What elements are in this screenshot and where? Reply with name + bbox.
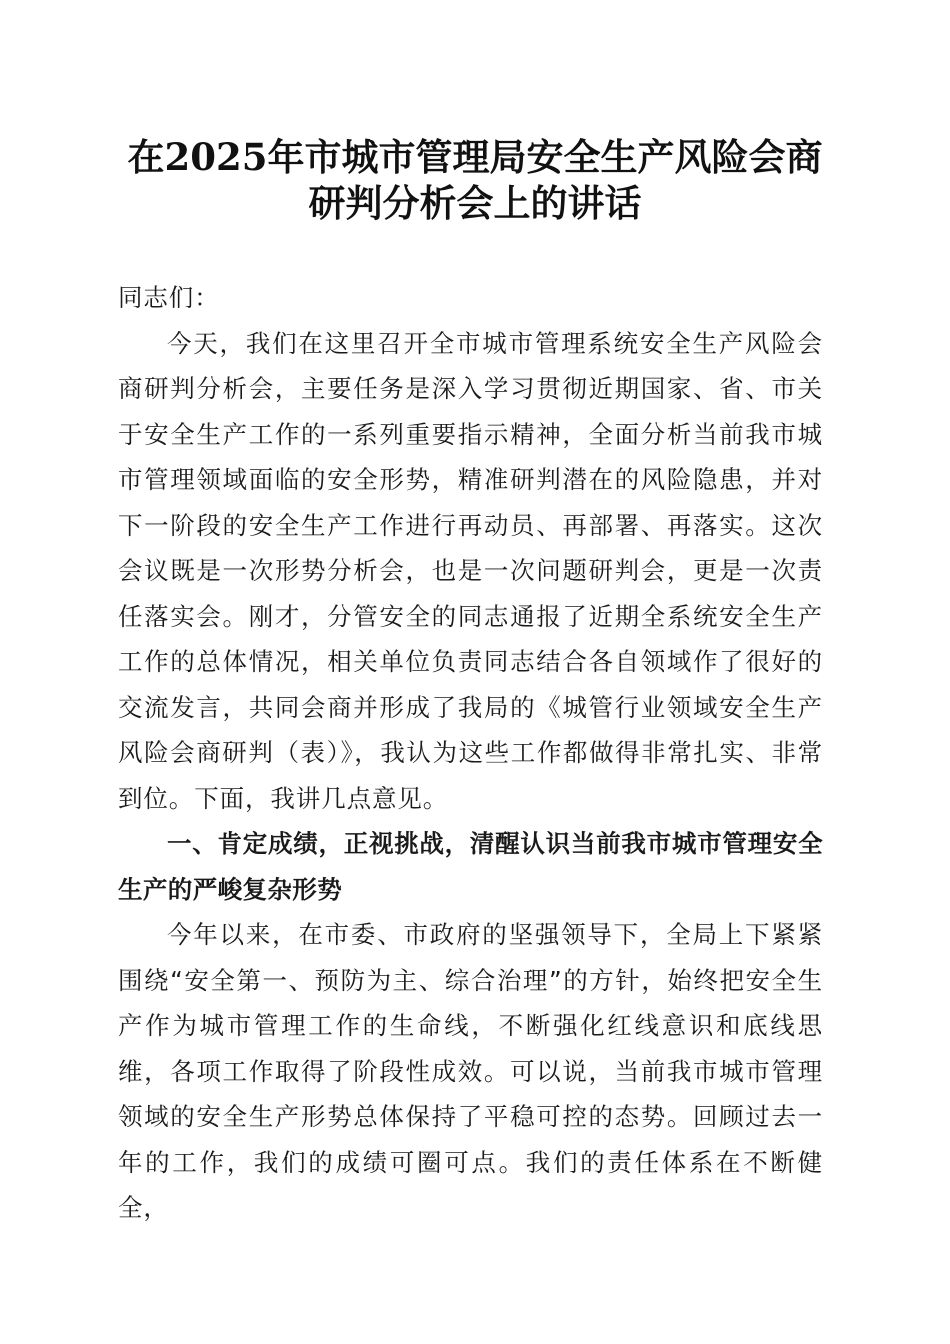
- paragraph-opening: 今天，我们在这里召开全市城市管理系统安全生产风险会商研判分析会，主要任务是深入学习贯彻近期国家、省、市关于安全生产工作的一系列重要指示精神，全面分析当前我市城市管理领域面临的安全形势，精准研判潜在的风险隐患，并对下一阶段的安全生产工作进行再动员、再部署、再落实。这次会议既是一次形势分析会，也是一次问题研判会，更是一次责任落实会。刚才，分管安全的同志通报了近期全系统安全生产工作的总体情况，相关单位负责同志结合各自领域作了很好的交流发言，共同会商并形成了我局的《城管行业领域安全生产风险会商研判（表）》，我认为这些工作都做得非常扎实、非常到位。下面，我讲几点意见。: [118, 328, 823, 813]
- document-title: 在2025年市城市管理局安全生产风险会商研判分析会上的讲话: [127, 135, 823, 225]
- section-heading: 一、肯定成绩，正视挑战，清醒认识当前我市城市管理安全生产的严峻复杂形势: [118, 829, 823, 904]
- document-body: [118, 275, 823, 1231]
- paragraph-section-one: 今年以来，在市委、市政府的坚强领导下，全局上下紧紧围绕“安全第一、预防为主、综合治理”的方针，始终把安全生产作为城市管理工作的生命线，不断强化红线意识和底线思维，各项工作取得了阶段性成效。可以说，当前我市城市管理领域的安全生产形势总体保持了平稳可控的态势。回顾过去一年的工作，我们的成绩可圈可点。我们的责任体系在不断健全，: [118, 920, 823, 1222]
- greeting: 同志们：: [118, 283, 220, 312]
